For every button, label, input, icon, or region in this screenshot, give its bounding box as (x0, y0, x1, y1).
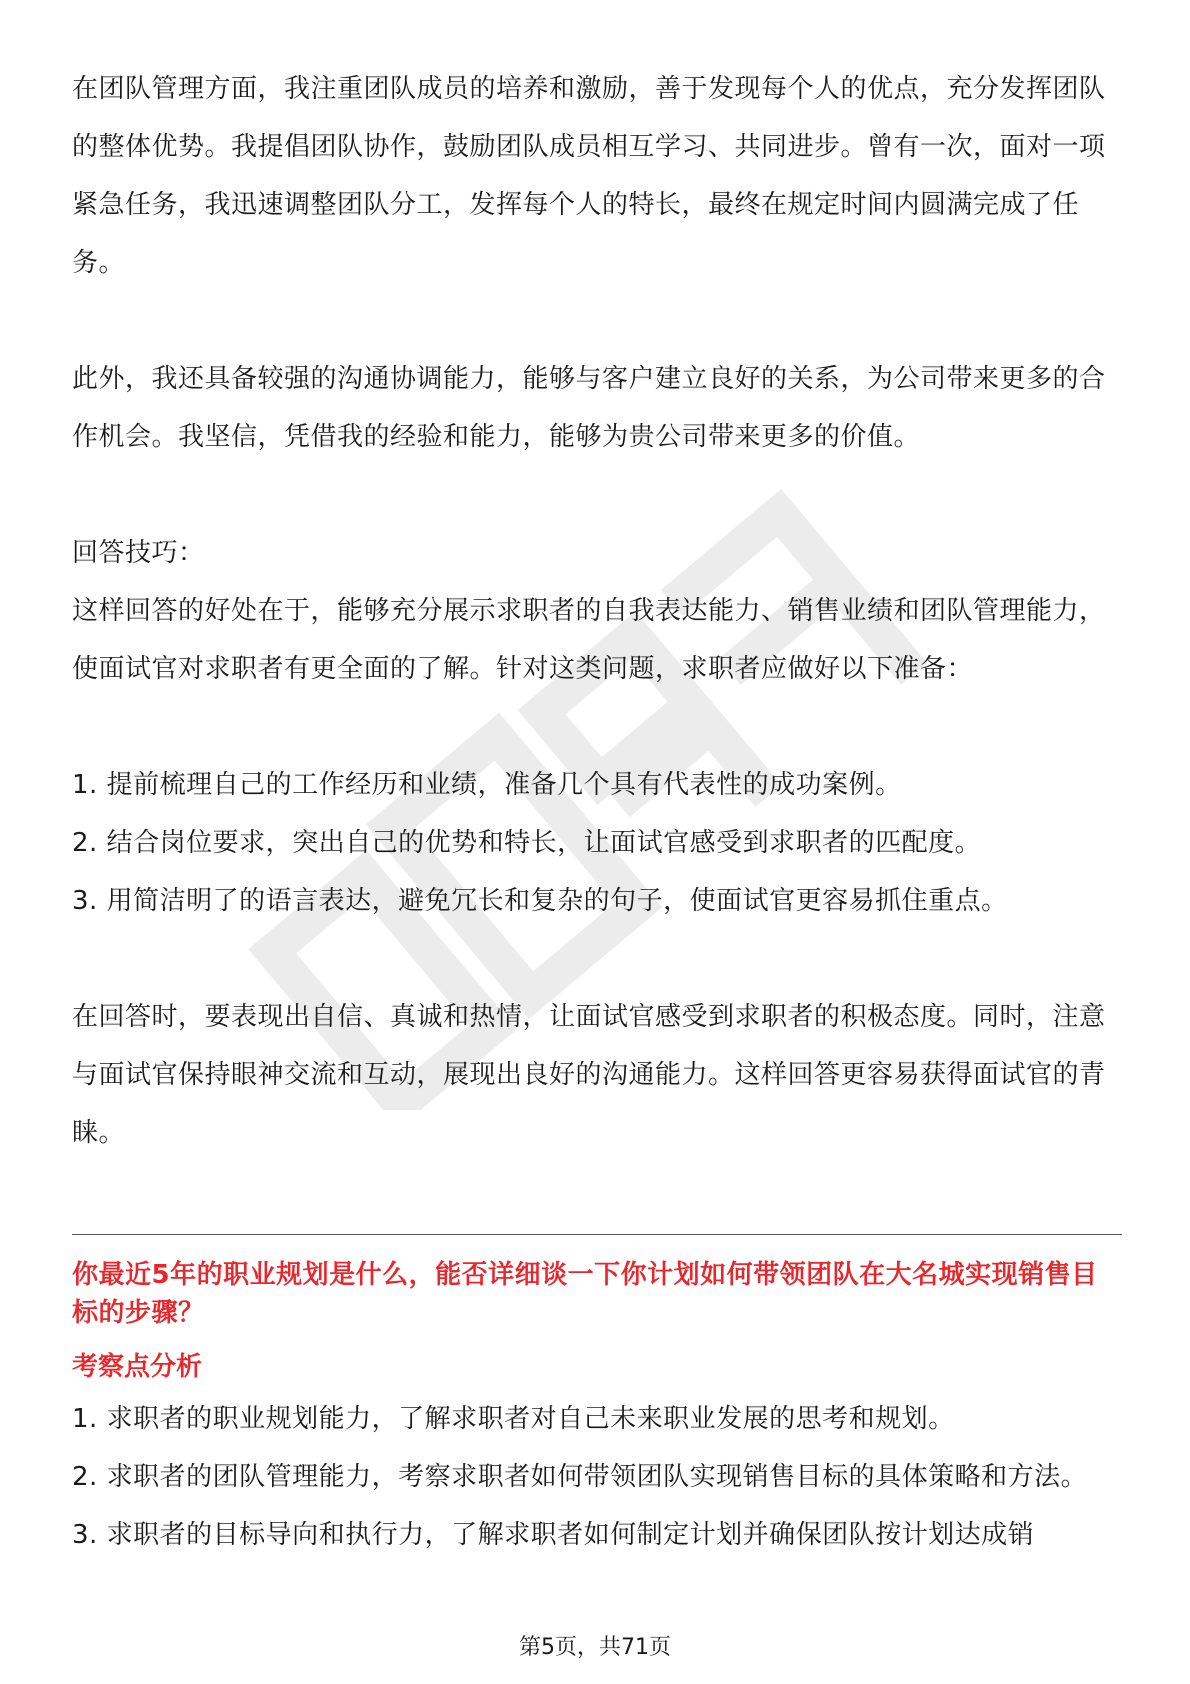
section-divider (72, 1234, 1122, 1235)
main-content (72, 60, 1122, 1162)
analysis-item: 3. 求职者的目标导向和执行力，了解求职者如何制定计划并确保团队按计划达成销 (72, 1520, 1035, 1550)
tips-heading: 回答技巧： (72, 538, 205, 568)
analysis-heading: 考察点分析 (72, 1352, 203, 1382)
analysis-item: 2. 求职者的团队管理能力，考察求职者如何带领团队实现销售目标的具体策略和方法。 (72, 1462, 1088, 1492)
paragraph-communication: 此外，我还具备较强的沟通协调能力，能够与客户建立良好的关系，为公司带来更多的合作机会。我坚信，凭借我的经验和能力，能够为贵公司带来更多的价值。 (72, 364, 1106, 452)
tips-item: 1. 提前梳理自己的工作经历和业绩，准备几个具有代表性的成功案例。 (72, 770, 902, 800)
page-number: 第5页，共71页 (519, 1635, 671, 1660)
tips-item: 2. 结合岗位要求，突出自己的优势和特长，让面试官感受到求职者的匹配度。 (72, 828, 982, 858)
paragraph-team-management: 在团队管理方面，我注重团队成员的培养和激励，善于发现每个人的优点，充分发挥团队的整体优势。我提倡团队协作，鼓励团队成员相互学习、共同进步。曾有一次，面对一项紧急任务，我迅速调整团队分工，发挥每个人的特长，最终在规定时间内圆满完成了任务。 (72, 74, 1106, 278)
next-question-section (72, 1256, 1122, 1564)
tips-closing: 在回答时，要表现出自信、真诚和热情，让面试官感受到求职者的积极态度。同时，注意与面试官保持眼神交流和互动，展现出良好的沟通能力。这样回答更容易获得面试官的青睐。 (72, 1002, 1106, 1148)
tips-item: 3. 用简洁明了的语言表达，避免冗长和复杂的句子，使面试官更容易抓住重点。 (72, 886, 1008, 916)
analysis-item: 1. 求职者的职业规划能力，了解求职者对自己未来职业发展的思考和规划。 (72, 1404, 955, 1434)
question-title: 你最近5年的职业规划是什么，能否详细谈一下你计划如何带领团队在大名城实现销售目标的步骤？ (72, 1260, 1098, 1328)
tips-intro: 这样回答的好处在于，能够充分展示求职者的自我表达能力、销售业绩和团队管理能力，使面试官对求职者有更全面的了解。针对这类问题，求职者应做好以下准备： (72, 596, 1106, 684)
